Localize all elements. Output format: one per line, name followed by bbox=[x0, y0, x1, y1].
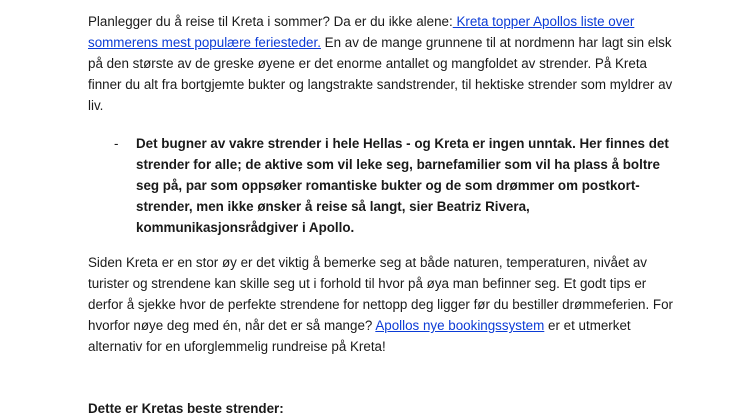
body-paragraph bbox=[88, 252, 678, 357]
booking-system-link[interactable]: Apollos nye bookingssystem bbox=[375, 318, 545, 333]
popular-destinations-link[interactable]: Kreta topper Apollos liste over sommerens mest populære feriesteder. bbox=[88, 14, 635, 50]
section-heading: Dette er Kretas beste strender: bbox=[88, 401, 284, 416]
quote-block bbox=[88, 133, 678, 238]
intro-text-continued: En av de mange grunnene til at nordmenn har lagt sin elsk på den største av de greske øyene er det enorme antallet og mangfoldet av strender. På Kreta finner du alt fra bortgjemte bukter og langstrakte sandstrender, til hektiske strender som myldrer av liv. bbox=[88, 35, 673, 113]
intro-text: Planlegger du å reise til Kreta i sommer? Da er du ikke alene: bbox=[88, 14, 453, 29]
body-text-continued: er et utmerket alternativ for en uforglemmelig rundreise på Kreta! bbox=[88, 318, 631, 354]
intro-paragraph bbox=[88, 11, 678, 116]
quote-text: Det bugner av vakre strender i hele Hellas - og Kreta er ingen unntak. Her finnes det strender for alle; de aktive som vil leke seg, barnefamilier som vil ha plass å boltre seg på, par som oppsøker romantiske bukter og de som drømmer om postkort-strender, men ikke ønsker å reise så langt, sier Beatriz Rivera, kommunikasjonsrådgiver i Apollo. bbox=[136, 136, 669, 235]
body-text: Siden Kreta er en stor øy er det viktig å bemerke seg at både naturen, temperaturen, nivået av turister og strendene kan skille seg ut i forhold til hvor på øya man befinner seg. Et godt tips er derfor å sjekke hvor de perfekte strendene for nettopp deg ligger før du bestiller drømmeferien. For hvorfor nøye deg med én, når det er så mange? bbox=[88, 255, 674, 333]
article-body bbox=[88, 8, 678, 357]
list-dash: - bbox=[114, 136, 119, 151]
